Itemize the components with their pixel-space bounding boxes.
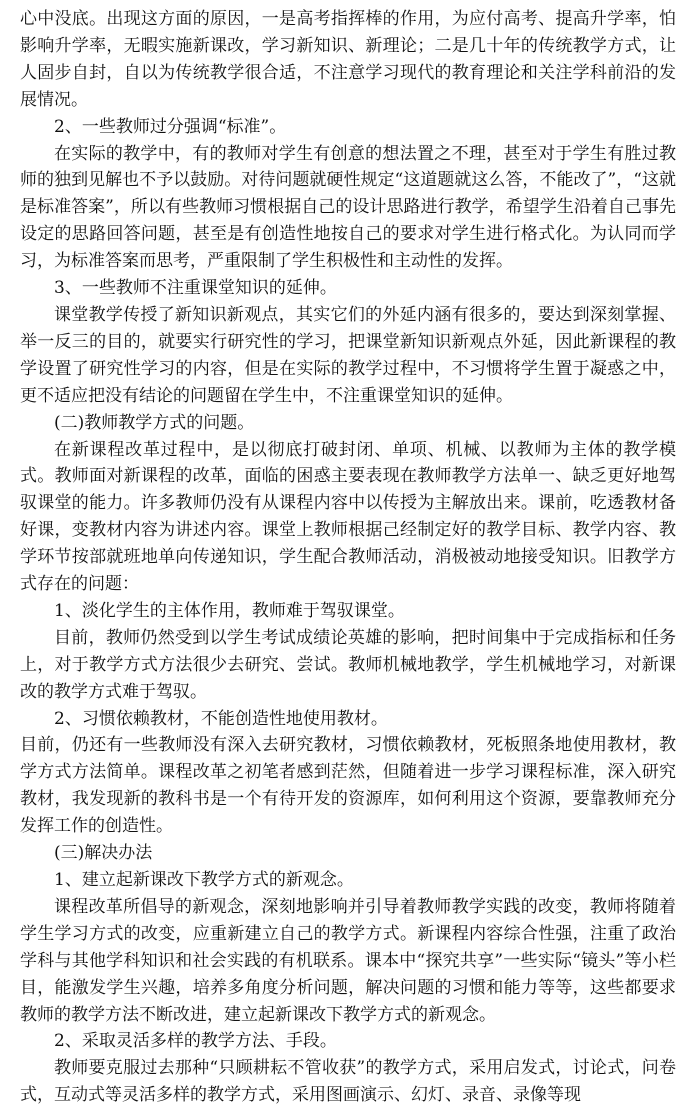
paragraph-5: 课堂教学传授了新知识新观点，其实它们的外延内涵有很多的，要达到深刻掌握、举一反三的目的，就要实行研究性的学习，把课堂新知识新观点外延，因此新课程的教学设置了研究性学习的内容，但是在实际的教学过程中，不习惯将学生置于凝惑之中，更不适应把没有结论的问题留在学生中，不注重课堂知识的延伸。 xyxy=(20,304,676,406)
heading-standard-emphasis: 2、一些教师过分强调“标准”。 xyxy=(54,116,287,137)
heading-textbook-dependence: 2、习惯依赖教材，不能创造性地使用教材。 xyxy=(54,708,388,729)
paragraph-16: 教师要克服过去那种“只顾耕耘不管收获”的教学方式，采用启发式，讨论式，问卷式，互动式等灵活多样的教学方式，采用图画演示、幻灯、录音、录像等现 xyxy=(20,1058,676,1106)
paragraph-1: 心中没底。出现这方面的原因，一是高考指挥棒的作用，为应付高考、提高升学率，怕影响升学率，无暇实施新课改，学习新知识、新理论；二是几十年的传统教学方式，让人固步自封，自以为传统教学很合适，不注意学习现代的教育理论和关注学科前沿的发展情况。 xyxy=(20,9,676,110)
heading-new-concepts: 1、建立起新课改下教学方式的新观念。 xyxy=(54,870,354,890)
paragraph-3: 在实际的教学中，有的教师对学生有创意的想法置之不理，甚至对于学生有胜过教师的独到见解也不予以鼓励。对待问题就硬性规定“这道题就这么答，不能改了”，“这就是标准答案”，所以有些教师习惯根据自己的设计思路进行教学，希望学生沿着自己事先设定的思路回答问题，甚至是有创造性地按自己的要求对学生进行格式化。为认同而学习，为标准答案而思考，严重限制了学生积极性和主动性的发挥。 xyxy=(20,143,676,272)
heading-flexible-methods: 2、采取灵活多样的教学方法、手段。 xyxy=(54,1031,337,1052)
paragraph-11: 目前，仍还有一些教师没有深入去研究教材，习惯依赖教材，死板照条地使用教材，教学方式方法简单。课程改革之初笔者感到茫然，但随着进一步学习课程标准，深入研究教材，我发现新的教科书是一个有待开发的资源库，如何利用这个资源，要靠教师充分发挥工作的创造性。 xyxy=(20,735,676,837)
heading-student-subject-role: 1、淡化学生的主体作用，教师难于驾驭课堂。 xyxy=(54,600,405,621)
paragraph-7: 在新课程改革过程中，是以彻底打破封闭、单项、机械、以教师为主体的教学模式。教师面对新课程的改革，面临的困惑主要表现在教师教学方法单一、缺乏更好地驾驭课堂的能力。许多教师仍没有从课程内容中以传授为主解放出来。课前，吃透教材备好课，变教材内容为讲述内容。课堂上教师根据己经制定好的教学目标、教学内容、教学环节按部就班地单向传递知识，学生配合教师活动，消极被动地接受知识。旧教学方式存在的问题： xyxy=(20,439,676,595)
paragraph-14: 课程改革所倡导的新观念，深刻地影响并引导着教师教学实践的改变，教师将随着学生学习方式的改变，应重新建立自己的教学方式。新课程内容综合性强，注重了政治学科与其他学科知识和社会实践的有机联系。课本中“探究共享”一些实际“镜头”等小栏目，能激发学生兴趣，培养多角度分析问题，解决问题的习惯和能力等等，这些都要求教师的教学方法不断改进，建立起新课改下教学方式的新观念。 xyxy=(20,896,676,1025)
paragraph-9: 目前，教师仍然受到以学生考试成绩论英雄的影响，把时间集中于完成指标和任务上，对于教学方式方法很少去研究、尝试。教师机械地教学，学生机械地学习，对新课改的教学方式难于驾驭。 xyxy=(20,627,676,702)
heading-teaching-method-issues: (二)教师教学方式的问题。 xyxy=(54,412,255,433)
heading-knowledge-extension: 3、一些教师不注重课堂知识的延伸。 xyxy=(54,278,337,299)
heading-solutions: (三)解决办法 xyxy=(54,843,153,864)
